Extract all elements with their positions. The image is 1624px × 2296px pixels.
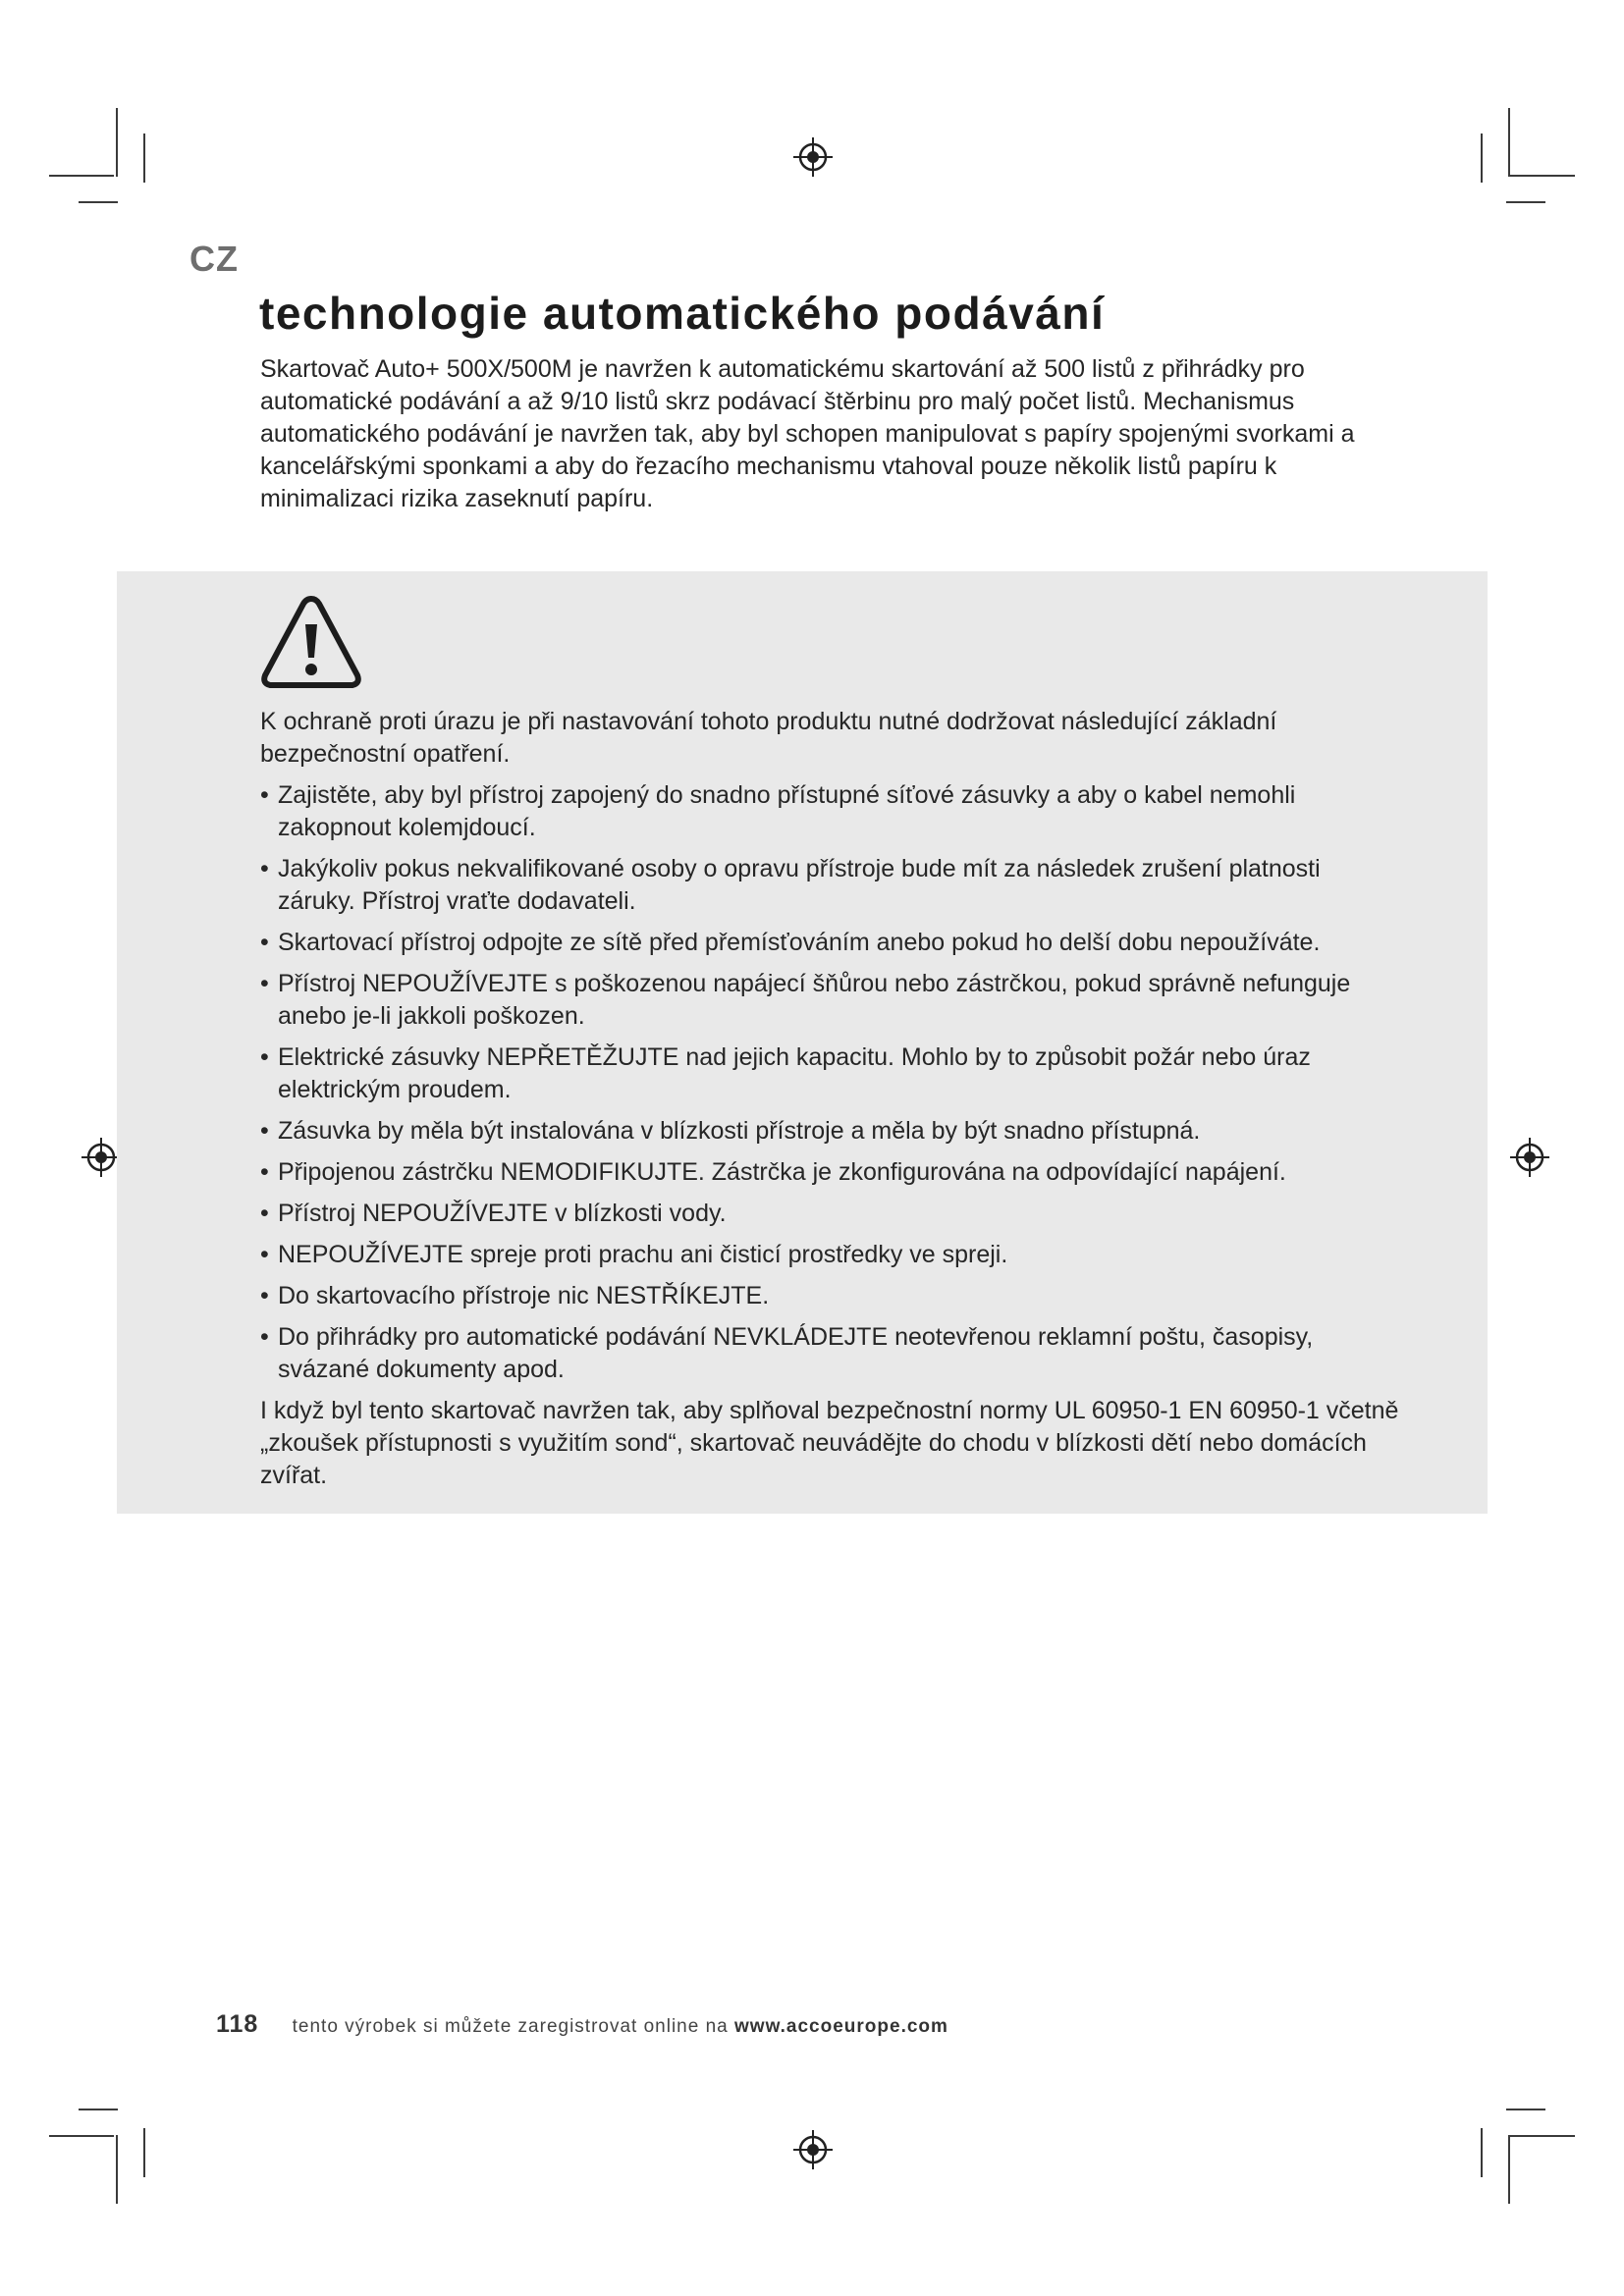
list-item-text: Připojenou zástrčku NEMODIFIKUJTE. Zástrčka je zkonfigurována na odpovídající napájení. [278,1158,1286,1186]
list-item-text: NEPOUŽÍVEJTE spreje proti prachu ani čisticí prostředky ve spreji. [278,1241,1008,1268]
bullet: • [260,855,269,882]
list-item [260,1239,1399,1271]
bullet: • [260,1043,269,1071]
list-item-text: Zásuvka by měla být instalována v blízkosti přístroje a měla by být snadno přístupná. [278,1117,1201,1145]
registration-mark-icon [791,2128,835,2171]
bullet: • [260,1241,269,1268]
bullet: • [260,1282,269,1309]
list-item [260,1280,1399,1312]
page-footer [216,2010,948,2039]
bullet: • [260,1200,269,1227]
bullet: • [260,781,269,809]
list-item-text: Přístroj NEPOUŽÍVEJTE s poškozenou napájecí šňůrou nebo zástrčkou, pokud správně nefunguje anebo je-li jakkoli poškozen. [278,970,1351,1030]
warning-lead: K ochraně proti úrazu je při nastavování tohoto produktu nutné dodržovat následující základní bezpečnostní opatření. [260,708,1277,768]
list-item-text: Přístroj NEPOUŽÍVEJTE v blízkosti vody. [278,1200,727,1227]
bullet: • [260,1158,269,1186]
footer-text: tento výrobek si můžete zaregistrovat online na [292,2016,729,2037]
list-item [260,968,1399,1033]
language-code: CZ [189,239,239,279]
list-item [260,927,1399,959]
bullet: • [260,1323,269,1351]
list-item-text: Do přihrádky pro automatické podávání NEVKLÁDEJTE neotevřenou reklamní poštu, časopisy, svázané dokumenty apod. [278,1323,1314,1383]
intro-paragraph: Skartovač Auto+ 500X/500M je navržen k automatickému skartování až 500 listů z přihrádky pro automatické podávání a až 9/10 listů skrz podávací štěrbinu pro malý počet listů. Mechanismus automatického podávání je navržen tak, aby byl schopen manipulovat s papíry spojenými svorkami a kancelářskými sponkami a aby do řezacího mechanismu vtahoval pouze několik listů papíru k minimalizaci rizika zaseknutí papíru. [260,355,1355,512]
page-title: technologie automatického podávání [259,288,1106,339]
bullet: • [260,929,269,956]
list-item-text: Zajistěte, aby byl přístroj zapojený do snadno přístupné síťové zásuvky a aby o kabel nemohli zakopnout kolemjdoucí. [278,781,1296,841]
warning-closing: I když byl tento skartovač navržen tak, aby splňoval bezpečnostní normy UL 60950-1 EN 60950-1 včetně „zkoušek přístupnosti s využitím sond“, skartovač neuvádějte do chodu v blízkosti dětí nebo domácích zvířat. [260,1397,1399,1489]
list-item [260,1115,1399,1148]
list-item-text: Elektrické zásuvky NEPŘETĚŽUJTE nad jejich kapacitu. Mohlo by to způsobit požár nebo úraz elektrickým proudem. [278,1043,1311,1103]
list-item-text: Skartovací přístroj odpojte ze sítě před přemísťováním anebo pokud ho delší dobu nepoužíváte. [278,929,1321,956]
list-item [260,1156,1399,1189]
registration-mark-icon [791,135,835,179]
bullet: • [260,1117,269,1145]
safety-list [260,779,1399,1386]
safety-instructions [260,706,1399,1492]
list-item-text: Jakýkoliv pokus nekvalifikované osoby o opravu přístroje bude mít za následek zrušení platnosti záruky. Přístroj vraťte dodavateli. [278,855,1321,915]
warning-triangle-icon [260,593,362,691]
page-number: 118 [216,2010,259,2038]
list-item [260,853,1399,918]
list-item [260,1321,1399,1386]
list-item [260,1041,1399,1106]
list-item-text: Do skartovacího přístroje nic NESTŘÍKEJTE. [278,1282,770,1309]
bullet: • [260,970,269,997]
footer-url: www.accoeurope.com [734,2016,948,2037]
list-item [260,1198,1399,1230]
list-item [260,779,1399,844]
registration-mark-icon [1508,1136,1551,1179]
